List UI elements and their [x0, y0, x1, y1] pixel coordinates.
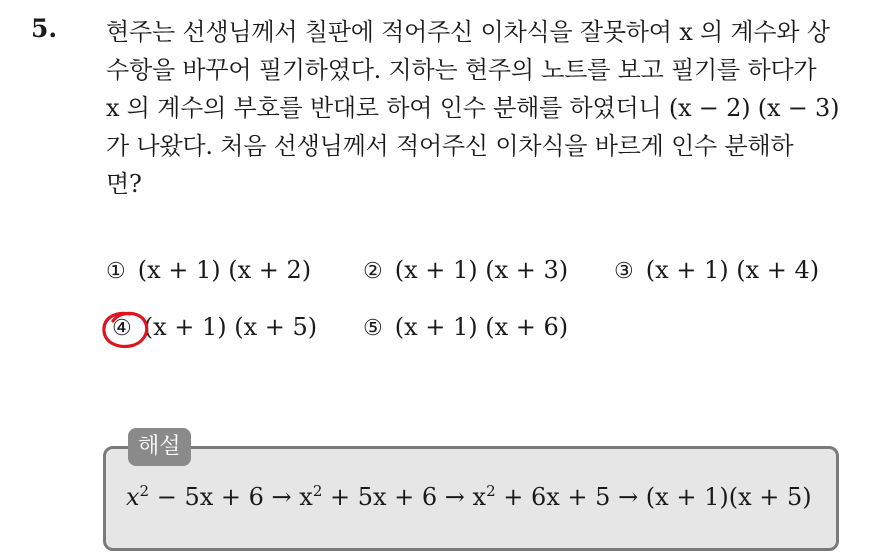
choice-1-expression: (x + 1) (x + 2)	[137, 256, 312, 284]
choice-4-expression: (x + 1) (x + 5)	[143, 313, 318, 341]
choice-3-expression: (x + 1) (x + 4)	[645, 256, 820, 284]
choice-3-number: ③	[614, 259, 634, 284]
choice-4[interactable]	[112, 313, 317, 341]
choice-2-expression: (x + 1) (x + 3)	[394, 256, 569, 284]
choice-1-number: ①	[106, 259, 126, 284]
question-text	[106, 13, 866, 203]
explanation-sup-a: 2	[139, 482, 150, 500]
choice-5[interactable]	[363, 313, 568, 341]
question-line-3: x 의 계수의 부호를 반대로 하여 인수 분해를 하였더니 (x − 2) (x − 3)	[106, 94, 840, 122]
choice-4-number: ④	[112, 316, 132, 341]
explanation-sup-b: 2	[312, 482, 323, 500]
question-number: 5.	[31, 14, 58, 43]
choice-2[interactable]	[363, 256, 568, 284]
choice-5-expression: (x + 1) (x + 6)	[394, 313, 569, 341]
explanation-formula	[126, 482, 812, 511]
explanation-tab-label: 해설	[128, 428, 191, 466]
question-line-5: 면?	[106, 170, 142, 198]
explanation-part-b: − 5x + 6 → x	[149, 483, 313, 511]
choice-5-number: ⑤	[363, 316, 383, 341]
explanation-part-c: + 5x + 6 → x	[322, 483, 487, 511]
question-line-2: 수항을 바꾸어 필기하였다. 지하는 현주의 노트를 보고 필기를 하다가	[106, 56, 817, 84]
question-line-4: 가 나왔다. 처음 선생님께서 적어주신 이차식을 바르게 인수 분해하	[106, 132, 794, 160]
choice-3[interactable]	[614, 256, 819, 284]
choice-1[interactable]	[106, 256, 311, 284]
explanation-part-a: x	[126, 483, 140, 511]
choice-2-number: ②	[363, 259, 383, 284]
explanation-sup-c: 2	[486, 482, 496, 500]
explanation-part-d: + 6x + 5 → (x + 1)(x + 5)	[495, 483, 812, 511]
question-line-1: 현주는 선생님께서 칠판에 적어주신 이차식을 잘못하여 x 의 계수와 상	[106, 18, 830, 46]
